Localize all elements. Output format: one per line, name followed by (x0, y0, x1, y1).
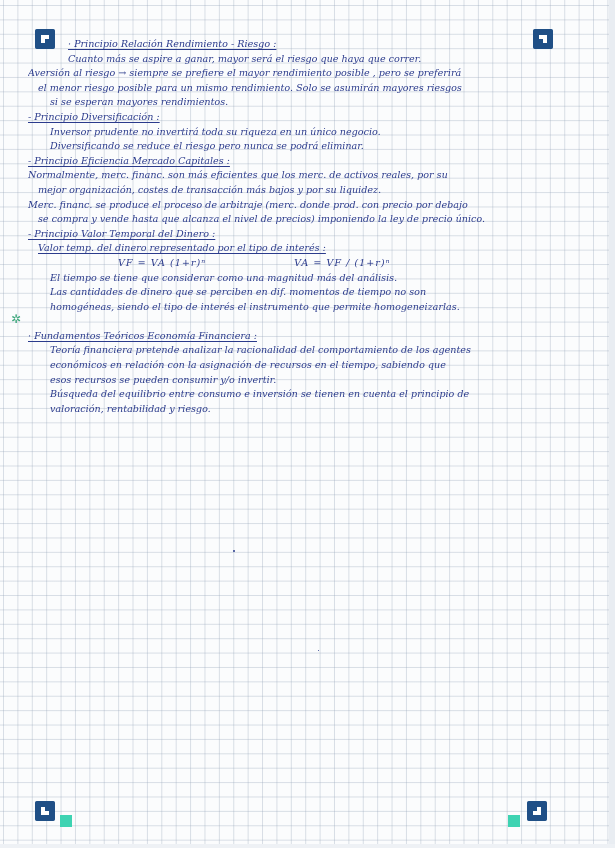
note-line: Búsqueda del equilibrio entre consumo e inversión se tienen en cuenta el principio de (50, 389, 470, 401)
ink-speck (318, 650, 319, 651)
note-line: Las cantidades de dinero que se perciben en dif. momentos de tiempo no son (50, 287, 427, 299)
note-line: Aversión al riesgo → siempre se prefiere el mayor rendimiento posible , pero se preferirá (28, 68, 462, 80)
handwritten-notes (28, 38, 573, 417)
note-line (28, 330, 573, 345)
section-heading: · Principio Relación Rendimiento - Riesgo : (68, 39, 277, 50)
note-line: mejor organización, costes de transacción más bajos y por su liquidez. (38, 184, 382, 196)
note-line: Merc. financ. se produce el proceso de arbitraje (merc. donde prod. con precio por debajo (28, 199, 468, 211)
note-line: Teoría financiera pretende analizar la racionalidad del comportamiento de los agentes (50, 345, 471, 357)
leaf-doodle-icon: ✲ (11, 312, 22, 326)
section-heading: - Principio Valor Temporal del Dinero : (28, 228, 216, 240)
note-line (28, 228, 573, 243)
note-line: se compra y vende hasta que alcanza el nivel de precios) imponiendo la ley de precio único. (38, 214, 486, 226)
note-line: si se esperan mayores rendimientos. (50, 97, 229, 109)
note-line: el menor riesgo posible para un mismo rendimiento. Solo se asumirán mayores riesgos (38, 82, 462, 94)
ink-speck (233, 550, 235, 552)
note-line: El tiempo se tiene que considerar como una magnitud más del análisis. (50, 272, 398, 284)
formula-present-value: VA = VF / (1+r)ⁿ (294, 257, 391, 269)
note-line (28, 155, 573, 170)
page-edge-bottom (0, 844, 615, 848)
page-edge-right (609, 0, 615, 848)
note-line (28, 242, 573, 257)
note-line: Cuanto más se aspire a ganar, mayor será el riesgo que haya que correr. (68, 53, 422, 65)
section-heading: - Principio Eficiencia Mercado Capitales : (28, 155, 230, 167)
note-line (28, 38, 573, 53)
note-line: Inversor prudente no invertirá toda su riqueza en un único negocio. (50, 126, 381, 138)
note-line: valoración, rentabilidad y riesgo. (50, 403, 211, 415)
formula-line (28, 257, 573, 272)
section-heading: · Fundamentos Teóricos Economía Financiera : (28, 330, 257, 342)
subheading: Valor temp. del dinero representado por el tipo de interés : (38, 243, 326, 255)
mint-square-right (508, 815, 520, 827)
corner-mark-bottom-left (35, 801, 55, 821)
note-line: Normalmente, merc. financ. son más eficientes que los merc. de activos reales, por su (28, 170, 448, 182)
corner-mark-bottom-right (527, 801, 547, 821)
note-line: homogéneas, siendo el tipo de interés el instrumento que permite homogeneizarlas. (50, 301, 460, 313)
note-line: económicos en relación con la asignación de recursos en el tiempo, sabiendo que (50, 360, 446, 372)
note-line (28, 111, 573, 126)
section-heading: - Principio Diversificación : (28, 111, 160, 123)
formula-future-value: VF = VA (1+r)ⁿ (118, 257, 207, 269)
note-line: Diversificando se reduce el riesgo pero nunca se podrá eliminar. (50, 141, 364, 153)
mint-square-left (60, 815, 72, 827)
note-line: esos recursos se pueden consumir y/o invertir. (50, 374, 277, 386)
